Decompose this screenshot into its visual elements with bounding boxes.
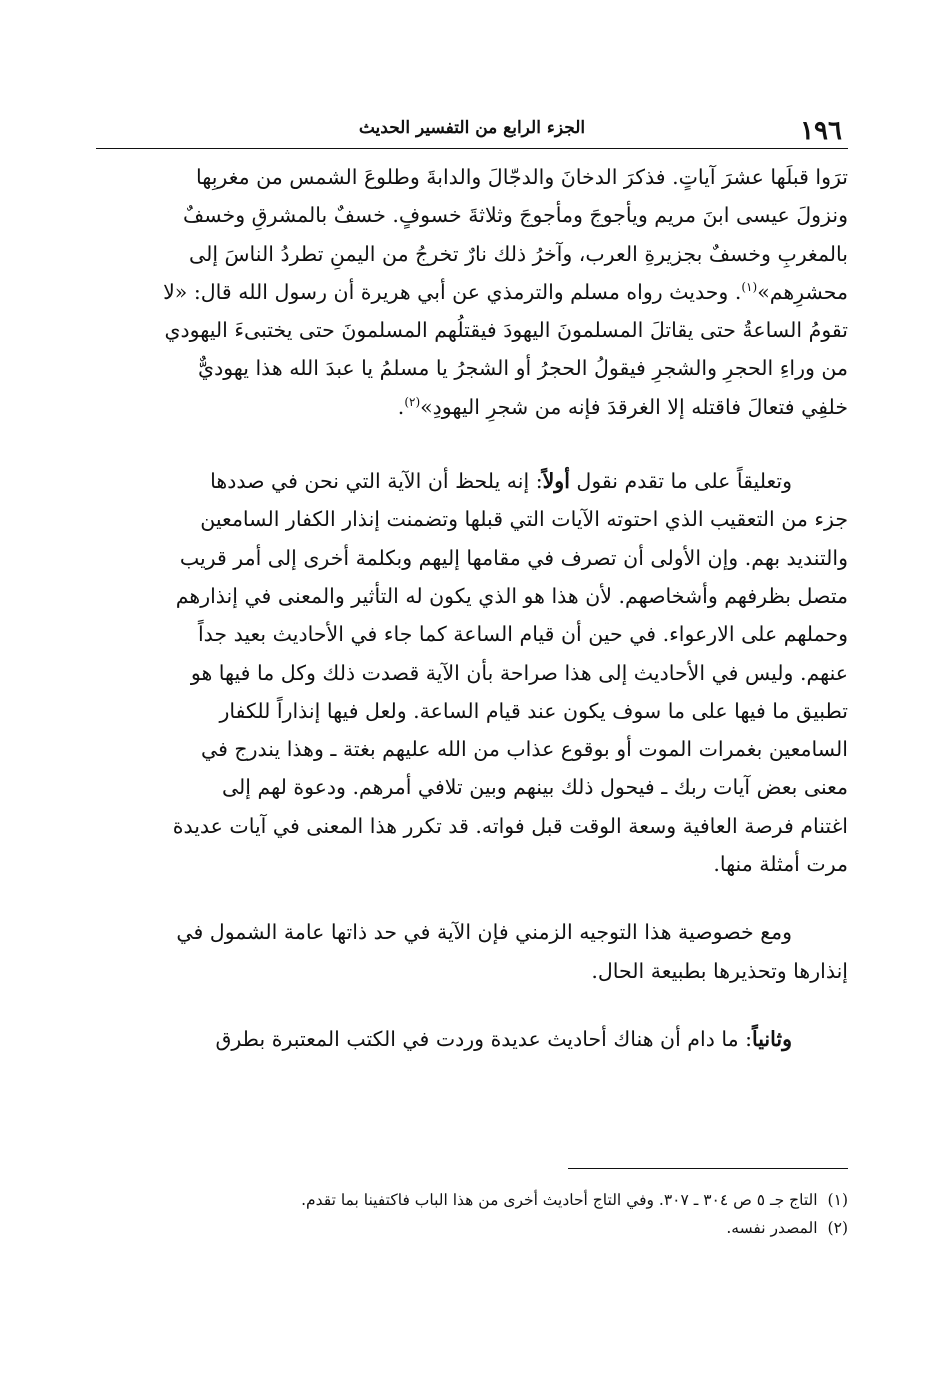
text-line: وحملهم على الارعواء. في حين أن قيام الساعة كما جاء في الأحاديث بعيد جداً	[197, 622, 848, 647]
text-line	[96, 273, 848, 311]
text-line: عنهم. وليس في الأحاديث إلى هذا صراحة بأن الآية قصدت ذلك وكل ما فيها هو	[190, 660, 848, 685]
page-header	[96, 112, 848, 149]
footnote-text: التاج جـ ٥ ص ٣٠٤ ـ ٣٠٧. وفي التاج أحاديث أخرى من هذا الباب فاكتفينا بما تقدم.	[301, 1191, 818, 1209]
text-line	[96, 388, 848, 426]
footnote-ref: (٢)	[404, 394, 421, 409]
footnote-list	[96, 1186, 848, 1242]
text-line: تطبيق ما فيها على ما سوف يكون عند قيام الساعة. ولعل فيها إنذاراً للكفار	[219, 698, 848, 723]
text-line: بالمغربِ وخسفٌ بجزيرةِ العرب، وآخرُ ذلك نارٌ تخرجُ من اليمنِ تطردُ الناسَ إلى	[188, 241, 848, 266]
text-line: من وراءِ الحجرِ والشجرِ فيقولُ الحجرُ أو الشجرُ يا مسلمُ يا عبدَ الله هذا يهوديٌّ	[198, 356, 848, 381]
text-line	[96, 1020, 848, 1058]
text-line: متصل بظرفهم وأشخاصهم. لأن هذا هو الذي يكون له التأثير والمعنى في إنذارهم	[175, 583, 848, 608]
text-fragment: محشرِهم»	[757, 279, 848, 304]
footnote	[96, 1214, 848, 1242]
text-line: ومع خصوصية هذا التوجيه الزمني فإن الآية في حد ذاتها عامة الشمول في	[176, 920, 792, 945]
footnote-number: (١)	[827, 1191, 848, 1209]
text-line: جزء من التعقيب الذي احتوته الآيات التي قبلها وتضمنت إنذار الكفار السامعين	[200, 507, 848, 532]
text-line: والتنديد بهم. وإن الأولى أن تصرف في مقامها إليهم وبكلمة أخرى إلى أمر قريب	[179, 545, 848, 570]
text-line: اغتنام فرصة العافية وسعة الوقت قبل فواته. قد تكرر هذا المعنى في آيات عديدة	[172, 813, 848, 838]
footnote-ref: (١)	[741, 280, 758, 295]
text-fragment: .	[397, 394, 405, 419]
text-line: السامعين بغمرات الموت أو بوقوع عذاب من الله عليهم بغتة ـ وهذا يندرج في	[200, 737, 848, 762]
footnote-divider	[568, 1168, 848, 1169]
text-fragment: خلفِي فتعالَ فاقتله إلا الغرقدَ فإنه من شجرِ اليهودِ»	[420, 394, 848, 419]
footnote-text: المصدر نفسه.	[726, 1219, 818, 1237]
text-line: ونزولَ عيسى ابنَ مريم ويأجوجَ ومأجوجَ وثلاثةَ خسوفٍ. خسفٌ بالمشرقِ وخسفٌ	[183, 203, 848, 228]
text-fragment: . وحديث رواه مسلم والترمذي عن أبي هريرة أن رسول الله قال: «لا	[163, 279, 742, 304]
footnote-number: (٢)	[827, 1219, 848, 1237]
main-text	[96, 158, 848, 1058]
text-line: ترَوا قبلَها عشرَ آياتٍ. فذكرَ الدخانَ والدجّالَ والدابةَ وطلوعَ الشمس من مغربِها	[196, 165, 848, 189]
emphasis-word: أولاً	[542, 469, 570, 494]
running-title: الجزء الرابع من التفسير الحديث	[358, 118, 586, 138]
text-line	[96, 462, 848, 500]
text-fragment: : ما دام أن هناك أحاديث عديدة وردت في الكتب المعتبرة بطرق	[215, 1026, 752, 1051]
footnote	[96, 1186, 848, 1214]
text-fragment: : إنه يلحظ أن الآية التي نحن في صددها	[210, 469, 543, 494]
emphasis-word: وثانياً	[752, 1026, 792, 1051]
text-line: تقومُ الساعةُ حتى يقاتلَ المسلمونَ اليهودَ فيقتلُهم المسلمونَ حتى يختبىءَ اليهودي	[164, 318, 848, 343]
page-number: ١٩٦	[800, 116, 842, 146]
text-fragment: وتعليقاً على ما تقدم نقول	[569, 469, 792, 494]
text-line: مرت أمثلة منها.	[713, 852, 848, 877]
text-line: إنذارها وتحذيرها بطبيعة الحال.	[591, 958, 848, 983]
text-line: معنى بعض آيات ربك ـ فيحول ذلك بينهم وبين تلافي أمرهم. ودعوة لهم إلى	[221, 775, 848, 800]
